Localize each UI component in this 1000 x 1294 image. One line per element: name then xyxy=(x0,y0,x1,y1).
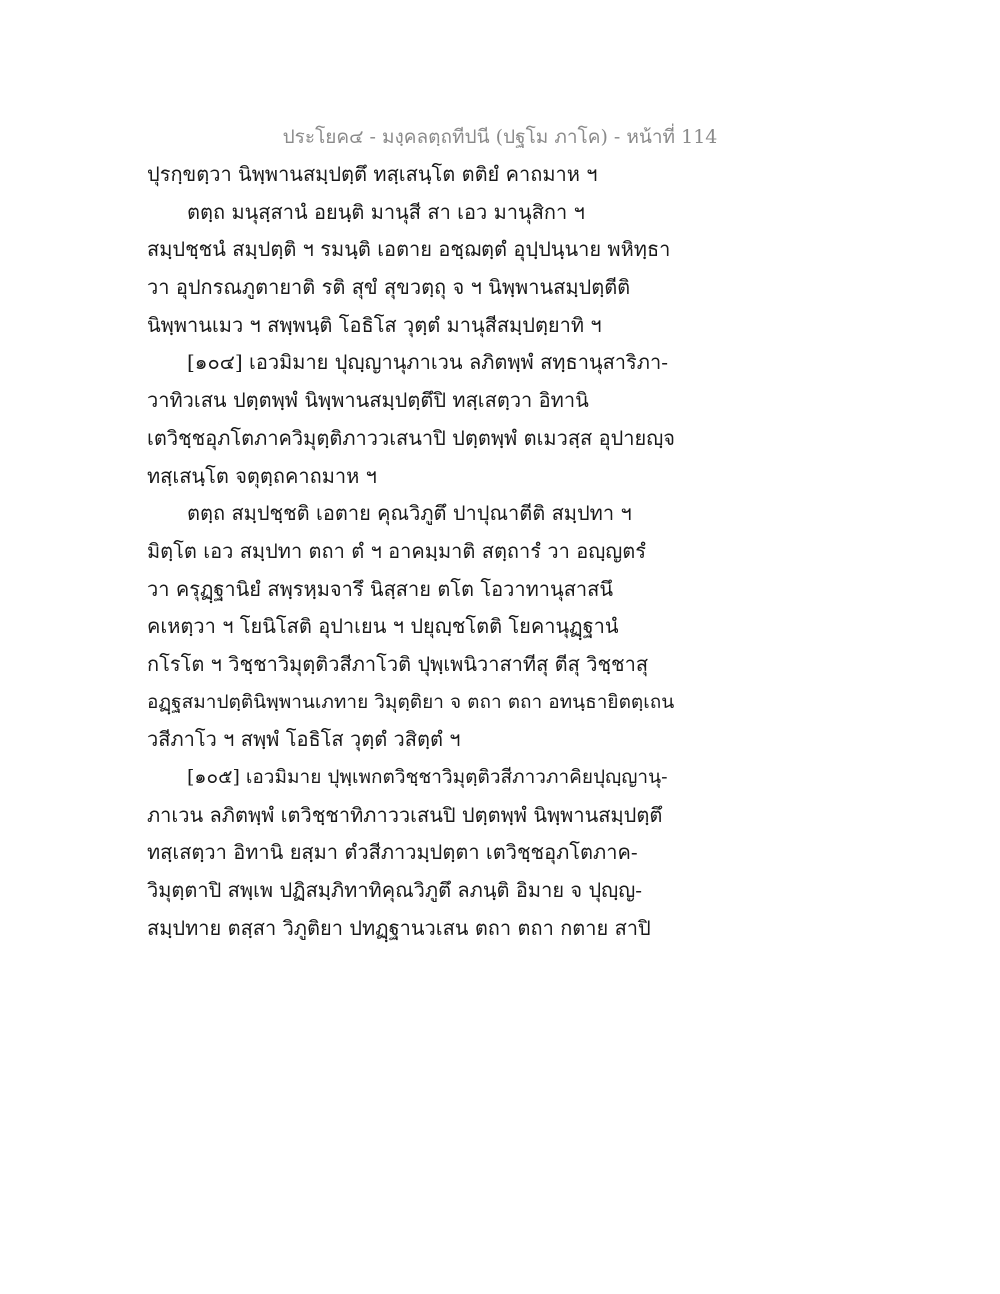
text-line: วา ครุฏฺฐานิยํ สพฺรหฺมจารึ นิสฺสาย ตโต โอวาทานุสาสนึ xyxy=(147,576,614,601)
text-line: คเหตฺวา ฯ โยนิโสติ อุปาเยน ฯ ปยุญฺชโตติ โยคานุฏฺฐานํ xyxy=(147,614,619,639)
text-line: ภาเวน ลภิตพฺพํ เตวิชฺชาทิภาววเสนปิ ปตฺตพฺพํ นิพฺพานสมฺปตฺตึ xyxy=(147,802,663,827)
body-text xyxy=(147,156,677,947)
text-line: มิตฺโต เอว สมฺปทา ตถา ตํ ฯ อาคมฺมาติ สตฺถารํ วา อญฺญตรํ xyxy=(147,538,647,563)
text-line: ทสฺเสตฺวา อิทานิ ยสฺมา ตํวสีภาวมฺปตฺตา เตวิชฺชอุภโตภาค- xyxy=(147,840,638,865)
page-header: ประโยค๔ - มงฺคลตฺถทีปนี (ปฐโม ภาโค) - หน้าที่ 114 xyxy=(282,126,718,148)
text-line: วสีภาโว ฯ สพฺพํ โอธิโส วุตฺตํ วสิตฺตํ ฯ xyxy=(147,727,461,752)
text-line: สมฺปชฺชนํ สมฺปตฺติ ฯ รมนฺติ เอตาย อชฺฌตฺตํ อุปฺปนฺนาย พหิทฺธา xyxy=(147,237,671,262)
text-line: นิพฺพานเมว ฯ สพฺพนฺติ โอธิโส วุตฺตํ มานุสีสมฺปตฺยาทิ ฯ xyxy=(147,312,602,337)
text-line: สมฺปทาย ตสฺสา วิภูติยา ปทฏฺฐานวเสน ตถา ตถา กตาย สาปิ xyxy=(147,915,651,940)
text-line: [๑๐๕] เอวมิมาย ปุพฺเพกตวิชฺชาวิมุตฺติวสีภาวภาคิยปุญฺญานุ- xyxy=(187,766,668,788)
text-line: ตตฺถ สมฺปชฺชติ เอตาย คุณวิภูตึ ปาปุณาตีติ สมฺปทา ฯ xyxy=(187,501,632,526)
text-line: [๑๐๔] เอวมิมาย ปุญฺญานุภาเวน ลภิตพฺพํ สทฺธานุสาริภา- xyxy=(187,350,668,375)
text-line: ทสฺเสนฺโต จตุตฺถคาถมาห ฯ xyxy=(147,463,377,488)
text-line: อฏฺฐสมาปตฺตินิพฺพานเภทาย วิมุตฺติยา จ ตถา ตถา อทนฺธายิตตฺเถน xyxy=(147,690,675,713)
text-line: ตตฺถ มนุสฺสานํ อยนฺติ มานุสี สา เอว มานุสิกา ฯ xyxy=(187,199,585,224)
text-line: ปุรกฺขตฺวา นิพฺพานสมฺปตฺตึ ทสฺเสนฺโต ตติยํ คาถมาห ฯ xyxy=(147,162,598,186)
text-line: วาทิวเสน ปตฺตพฺพํ นิพฺพานสมฺปตฺตึปิ ทสฺเสตฺวา อิทานิ xyxy=(147,388,589,413)
text-line: วา อุปกรณภูตายาติ รติ สุขํ สุขวตฺถุ จ ฯ นิพฺพานสมฺปตฺตีติ xyxy=(147,275,631,300)
text-line: เตวิชฺชอุภโตภาควิมุตฺติภาววเสนาปิ ปตฺตพฺพํ ตเมวสฺส อุปายญฺจ xyxy=(147,425,676,450)
text-line: วิมุตฺตาปิ สพฺเพ ปฏิสมฺภิทาทิคุณวิภูตึ ลภนฺติ อิมาย จ ปุญฺญ- xyxy=(147,878,642,903)
text-line: กโรโต ฯ วิชฺชาวิมุตฺติวสีภาโวติ ปุพฺเพนิวาสาทีสุ ตีสุ วิชฺชาสุ xyxy=(147,651,649,676)
